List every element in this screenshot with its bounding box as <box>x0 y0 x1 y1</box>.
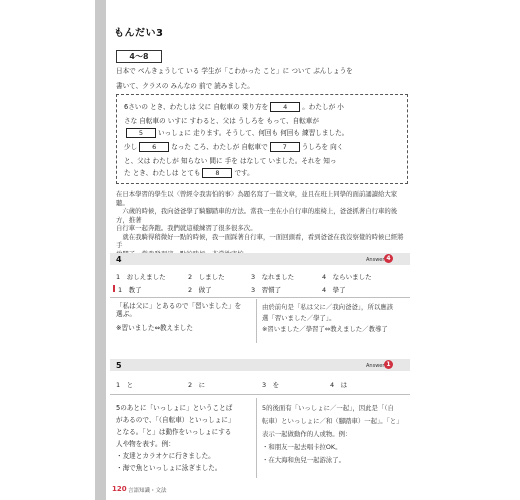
q4-answer-badge: 4 <box>384 254 393 263</box>
q4-option-4: 4 ならいました <box>322 273 372 281</box>
intro-line-1: 日本で べんきょうして いる 学生が「こわかった こと」に ついて ぶんしょうを <box>116 67 353 75</box>
passage-line-5 <box>124 155 404 165</box>
blank-8: 8 <box>202 168 232 178</box>
explanation-line: 選ぶ。 <box>116 310 136 318</box>
translation-line: 就在我騎得稍微好一點的時候，我一面踩著自行車，一面回頭看，看到爸爸在我沒察覺的時候已經將手 <box>116 232 404 249</box>
passage-line-4 <box>124 141 404 152</box>
q4-option-3: 3 なれました <box>251 273 295 281</box>
translation-line: 在日本學習的學生以〈曾經令我害怕的事〉為題名寫了一篇文章，並且在班上同學的面前誦讀給大家聽。 <box>116 190 398 207</box>
page-title: もんだい3 <box>114 28 164 39</box>
q4-option-zh-1: 1 教了 <box>118 286 142 294</box>
explanation-line: ※習いました⇔教えました <box>116 324 193 332</box>
passage-text: なった ころ、わたしが 自転車で <box>171 143 268 151</box>
explanation-line: 選「習いました／學了」。 <box>262 314 336 322</box>
blank-4: 4 <box>270 102 300 112</box>
passage-text: いっしょに 走ります。そうして、何回も 何回も 練習しました。 <box>158 129 349 137</box>
explanation-line: ・海で魚といっしょに泳ぎました。 <box>116 464 222 472</box>
footer-section-label: 言語知識・文法 <box>128 488 167 494</box>
passage-line-1 <box>124 101 404 112</box>
q4-option-zh-4: 4 學了 <box>322 286 346 294</box>
q5-answer-badge: 1 <box>384 360 393 369</box>
q5-option-4: 4 は <box>330 381 348 389</box>
explanation-line: となる。「と」は動作をいっしょにする <box>116 428 232 436</box>
q4-number: 4 <box>116 255 122 264</box>
explanation-line: 「私は父に」とあるので「習いました」を <box>116 302 242 310</box>
sidebar-bar <box>95 0 106 500</box>
passage-text: です。 <box>234 169 254 177</box>
blank-6: 6 <box>139 142 169 152</box>
q5-explanation-jp <box>116 402 252 474</box>
q5-number: 5 <box>116 361 122 370</box>
explanation-line: 表示一起做動作的人或物。例： <box>262 430 352 438</box>
explanation-line: ・和朋友一起去唱卡拉OK。 <box>262 443 342 451</box>
explanation-line: 転車）といっしょに／和（腳踏車）一起」。「と」 <box>262 417 403 425</box>
q5-option-1: 1 と <box>116 381 134 389</box>
passage-line-6 <box>124 167 404 178</box>
q4-explanation-jp <box>116 302 252 332</box>
q4-marker <box>113 285 115 292</box>
passage-text: さな 自転車の いすに すわると、父は うしろを もって、自転車が <box>124 117 319 125</box>
explanation-line: 由於前句是「私は父に／我向爸爸」，所以應該 <box>262 303 394 311</box>
q5-option-2: 2 に <box>188 381 206 389</box>
q5-header <box>110 359 410 371</box>
q5-option-3: 3 を <box>262 381 280 389</box>
q5-answer-label: Answer <box>366 363 385 369</box>
q4-option-zh-2: 2 做了 <box>188 286 212 294</box>
explanation-line: があるので、「（自転車）といっしょに」 <box>116 416 235 424</box>
passage-line-3 <box>124 127 404 138</box>
intro-line-2: 書いて、クラスの みんなの 前で 読みました。 <box>116 82 254 90</box>
q4-explanation-zh <box>262 302 408 335</box>
translation-line: 自行車一起奔跑。我們就這樣練習了很多很多次。 <box>116 224 257 232</box>
column-divider <box>256 299 257 343</box>
q4-option-2: 2 しました <box>188 273 225 281</box>
q4-option-1: 1 おしえました <box>116 273 166 281</box>
passage-text: 少し <box>124 143 138 151</box>
divider <box>110 394 410 395</box>
explanation-line: ※習いました／學習了⇔教えました／教導了 <box>262 325 388 333</box>
explanation-line: 5的後面有「いっしょに／一起」，因此是「（自 <box>262 404 394 412</box>
q4-option-zh-3: 3 習慣了 <box>251 286 282 294</box>
passage-text: うしろを 向く <box>301 143 344 151</box>
q4-header <box>110 253 410 265</box>
divider <box>110 297 410 298</box>
blank-7: 7 <box>270 142 300 152</box>
translation-line: 六歲的時候，我向爸爸學了騎腳踏車的方法。當我一坐在小自行車的座椅上，爸爸抓著自行車的後方，推著 <box>116 207 398 224</box>
blank-5: 5 <box>126 128 156 138</box>
passage-line-2 <box>124 115 404 125</box>
explanation-line: ・在大海和魚兒一起游泳了。 <box>262 456 346 464</box>
question-range-label: 4～8 <box>116 50 162 63</box>
passage-text: 。わたしが 小 <box>302 103 344 111</box>
q5-explanation-zh <box>262 402 408 467</box>
explanation-line: ・友達とカラオケに行きました。 <box>116 452 215 460</box>
passage-text: 6さいの とき、わたしは 父に 自転車の 乗り方を <box>124 103 269 111</box>
passage-text: た とき、わたしは とても <box>124 169 201 177</box>
explanation-line: 人や物を表す。例： <box>116 440 175 448</box>
page-number: 120 <box>112 485 127 493</box>
column-divider <box>256 398 257 478</box>
passage-text: と、父は わたしが 知らない 間に 手を はなして いました。それを 知っ <box>124 157 337 165</box>
q4-answer-label: Answer <box>366 257 385 263</box>
translation-block <box>116 190 408 258</box>
explanation-line: 5のあとに「いっしょに」ということば <box>116 404 233 412</box>
